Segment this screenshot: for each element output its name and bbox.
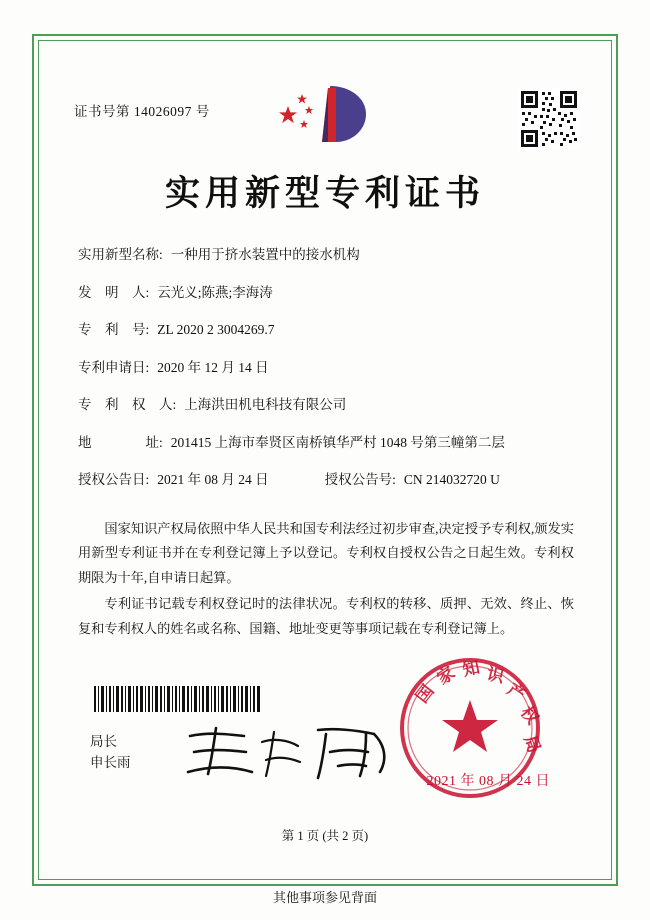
grant-row <box>78 471 580 489</box>
field-value: 上海洪田机电科技有限公司 <box>184 397 347 413</box>
field-row <box>78 396 580 414</box>
field-label: 实用新型名称: <box>78 247 163 262</box>
svg-text:家: 家 <box>433 663 459 689</box>
legal-paragraph: 专利证书记载专利权登记时的法律状况。专利权的转移、质押、无效、终止、恢复和专利权人的姓名或名称、国籍、地址变更等事项记载在专利登记簿上。 <box>78 596 574 636</box>
field-label: 专 利 号: <box>78 322 150 338</box>
legal-paragraph: 国家知识产权局依照中华人民共和国专利法经过初步审查,决定授予专利权,颁发实用新型专利证书并在专利登记簿上予以登记。专利权自授权公告之日起生效。专利权期限为十年,自申请日起算。 <box>78 520 574 585</box>
field-row <box>78 321 580 339</box>
field-label: 专利申请日: <box>78 359 150 375</box>
svg-text:局: 局 <box>520 732 544 756</box>
field-row <box>78 284 580 302</box>
svg-text:产: 产 <box>503 679 529 705</box>
qr-code-icon <box>518 88 580 150</box>
certificate-header <box>60 60 590 152</box>
field-value: 201415 上海市奉贤区南桥镇华严村 1048 号第三幢第二层 <box>170 434 505 450</box>
certificate-number: 证书号第 14026097 号 <box>74 104 210 119</box>
grant-date-value: 2021 年 08 月 24 日 <box>157 472 269 488</box>
svg-text:权: 权 <box>516 702 543 728</box>
field-value: 一种用于挤水装置中的接水机构 <box>170 247 360 262</box>
footer-note: 其他事项参见背面 <box>272 890 377 905</box>
grant-number-value: CN 214032720 U <box>403 472 500 488</box>
director-title-label: 局长 <box>90 734 117 750</box>
field-label: 发 明 人: <box>78 284 150 300</box>
grant-number-label: 授权公告号: <box>324 472 396 488</box>
seal-date: 2021 年 08 月 24 日 <box>426 774 550 789</box>
svg-text:识: 识 <box>485 664 506 687</box>
field-value: ZL 2020 2 3004269.7 <box>157 322 275 338</box>
grant-date-label: 授权公告日: <box>78 472 150 488</box>
field-row <box>78 359 580 377</box>
field-label: 地 址: <box>78 434 163 450</box>
cnipa-logo-icon <box>278 82 372 148</box>
signature-block <box>90 732 131 774</box>
page-title: 实用新型专利证书 <box>164 174 485 213</box>
field-row <box>78 246 580 264</box>
field-value: 2020 年 12 月 14 日 <box>157 359 269 375</box>
field-list <box>60 246 590 489</box>
field-row <box>78 434 580 452</box>
certificate-content <box>60 60 590 860</box>
field-value: 云光义;陈燕;李海涛 <box>157 284 273 300</box>
svg-text:国: 国 <box>412 681 438 707</box>
handwritten-signature-icon <box>178 722 398 782</box>
field-label: 专 利 权 人: <box>78 397 177 413</box>
director-name-label: 申长雨 <box>90 755 131 771</box>
legal-text <box>60 517 590 641</box>
svg-text:知: 知 <box>460 657 482 680</box>
barcode-icon <box>92 686 262 712</box>
page-number: 第 1 页 (共 2 页) <box>281 829 369 843</box>
